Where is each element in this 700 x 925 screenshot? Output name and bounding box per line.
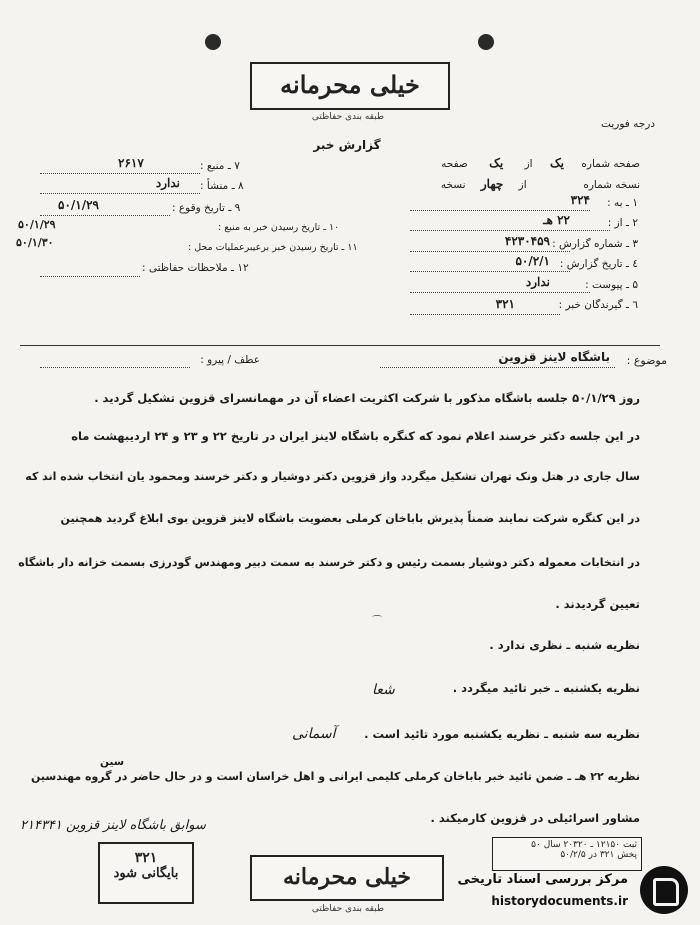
- watermark-logo-icon: [640, 866, 688, 914]
- from-label: ۲ ـ از :: [607, 217, 638, 229]
- opinion-sunday: نظریه یکشنبه ـ خبر تائید میگردد .: [452, 681, 640, 695]
- page-unit: صفحه: [441, 158, 468, 170]
- punch-hole-right: [478, 34, 494, 50]
- register-stamp: [492, 837, 642, 871]
- page-of-label: از: [524, 158, 533, 170]
- opinion-saturday: نظریه شنبه ـ نظری ندارد .: [489, 638, 640, 652]
- report-date-label: ٤ ـ تاریخ گزارش :: [559, 258, 638, 270]
- recipients-value: ۳۲۱: [495, 297, 515, 311]
- from-value: ۲۲ هـ: [543, 213, 570, 227]
- occurrence-date-line: [40, 215, 170, 216]
- source-line: [40, 173, 200, 174]
- copy-of-value: چهار: [480, 177, 504, 191]
- recipients-label: ٦ ـ گیرندگان خبر :: [558, 299, 638, 311]
- page-of-value: یک: [489, 156, 504, 170]
- attachment-value: ندارد: [525, 275, 550, 289]
- classification-label: طبقه بندی حفاظتی: [311, 112, 385, 122]
- to-line: [410, 210, 590, 211]
- ops-receipt-value: ۵۰/۱/۳۰: [16, 236, 54, 249]
- archive-number: ۳۲۱: [134, 850, 158, 866]
- page-number-row: [441, 156, 640, 170]
- report-number-value: ۴۲۳۰۴۵۹: [504, 234, 550, 248]
- copy-number-row: [441, 177, 640, 191]
- subject-value: باشگاه لاینز قزوین: [498, 350, 610, 364]
- attachment-label: ۵ ـ پیوست :: [585, 279, 638, 291]
- handwritten-note: سوابق باشگاه لاینز قزوین ۲۱۴۳۴۱: [20, 818, 206, 833]
- report-date-line: [410, 271, 570, 272]
- origin-line: [40, 193, 200, 194]
- watermark-url: historydocuments.ir: [491, 894, 628, 908]
- body-line-6: تعیین گردیدند .: [555, 597, 640, 611]
- copy-unit: نسخه: [440, 179, 466, 191]
- body-line-1: روز ۵۰/۱/۲۹ جلسه باشگاه مذکور با شرکت اکثریت اعضاء آن در مهمانسرای قزوین تشکیل گردید .: [94, 391, 640, 405]
- bottom-classification-label: طبقه بندی حفاظتی: [311, 904, 385, 914]
- report-date-value: ۵۰/۲/۱: [515, 254, 550, 268]
- security-notes-line: [40, 276, 140, 277]
- bottom-classification-stamp: [250, 855, 444, 901]
- archive-stamp: [98, 842, 194, 904]
- top-classification-stamp: [250, 62, 450, 110]
- attachment-line: [410, 292, 590, 293]
- opinion-22h-line-1: نظریه ۲۲ هـ ـ ضمن تائید خبر باباخان کرملی کلیمی ایرانی و اهل خراسان است و در حال حاضر در گروه مهندسین: [31, 770, 640, 783]
- opinion-22h-line-2: مشاور اسرائیلی در قزوین کارمیکند .: [430, 811, 640, 825]
- register-line-2: پخش ۳۲۱ در ۵۰/۲/۵: [560, 850, 637, 860]
- page-number-label: صفحه شماره: [581, 158, 640, 170]
- security-notes-label: ۱۲ ـ ملاحظات حفاظتی :: [142, 262, 249, 274]
- origin-label: ۸ ـ منشأ :: [200, 180, 244, 192]
- tuesday-signature: آسمانی: [292, 726, 336, 742]
- priority-label: درجه فوریت: [601, 118, 655, 130]
- source-receipt-label: ۱۰ ـ تاریخ رسیدن خبر به منبع :: [218, 222, 340, 233]
- recipients-line: [410, 314, 560, 315]
- to-value: ۳۲۴: [570, 193, 590, 207]
- subject-line: [380, 367, 615, 368]
- ops-receipt-label: ۱۱ ـ تاریخ رسیدن خبر برعیبرعملیات محل :: [188, 242, 358, 253]
- from-line: [410, 230, 610, 231]
- opinion-insert-word: سین: [100, 756, 125, 768]
- report-number-line: [410, 251, 570, 252]
- reference-label: عطف / پیرو :: [200, 354, 260, 366]
- report-number-label: ۳ ـ شماره گزارش :: [552, 238, 638, 250]
- source-receipt-value: ۵۰/۱/۲۹: [18, 218, 56, 231]
- source-value: ۲۶۱۷: [118, 156, 144, 170]
- mark-glyph: ⌒: [372, 616, 382, 627]
- register-line-1: ثبت ۱۲۱۵۰ ـ ۲۰۳۲۰ سال ۵۰: [531, 840, 637, 850]
- punch-hole-left: [205, 34, 221, 50]
- body-line-3: سال جاری در هتل ونک تهران تشکیل میگردد واز قزوین دکتر دوشیار و دکتر خرسند ومحمود یان انتخاب شده اند که: [25, 470, 640, 483]
- body-line-5: در انتخابات معموله دکتر دوشیار بسمت رئیس و دکتر خرسند به سمت دبیر ومهندس گودرزی بسمت خزانه دار باشگاه: [18, 556, 640, 569]
- watermark-title: مرکز بررسی اسناد تاریخی: [457, 872, 628, 887]
- archive-text: بایگانی شود: [113, 866, 179, 881]
- origin-value: ندارد: [155, 176, 180, 190]
- reference-line: [40, 367, 190, 368]
- copy-number-label: نسخه شماره: [583, 179, 640, 191]
- occurrence-date-value: ۵۰/۱/۲۹: [58, 198, 99, 212]
- copy-of-label: از: [518, 179, 527, 191]
- source-label: ۷ ـ منبع :: [200, 160, 240, 172]
- bottom-stamp-text: خیلی محرمانه: [282, 864, 412, 890]
- page-number-value: یک: [549, 156, 565, 170]
- subject-label: موضوع :: [626, 354, 667, 367]
- top-stamp-text: خیلی محرمانه: [280, 70, 420, 99]
- header-separator: [20, 345, 660, 346]
- sunday-signature: شعا: [372, 682, 395, 698]
- opinion-tuesday: نظریه سه شنبه ـ نظریه یکشنبه مورد تائید است .: [364, 727, 640, 741]
- occurrence-date-label: ۹ ـ تاریخ وقوع :: [172, 202, 241, 214]
- body-line-2: در این جلسه دکتر خرسند اعلام نمود که کنگره باشگاه لاینز ایران در تاریخ ۲۲ و ۲۳ و ۲۴ اردیبهشت ماه: [71, 429, 640, 443]
- report-title: گزارش خبر: [313, 138, 381, 152]
- body-line-4: در این کنگره شرکت نمایند ضمناً پذیرش باباخان کرملی بعضویت باشگاه لاینز قزوین بوی ابلاغ گردید همچنین: [60, 512, 640, 525]
- to-label: ۱ ـ به :: [607, 197, 638, 209]
